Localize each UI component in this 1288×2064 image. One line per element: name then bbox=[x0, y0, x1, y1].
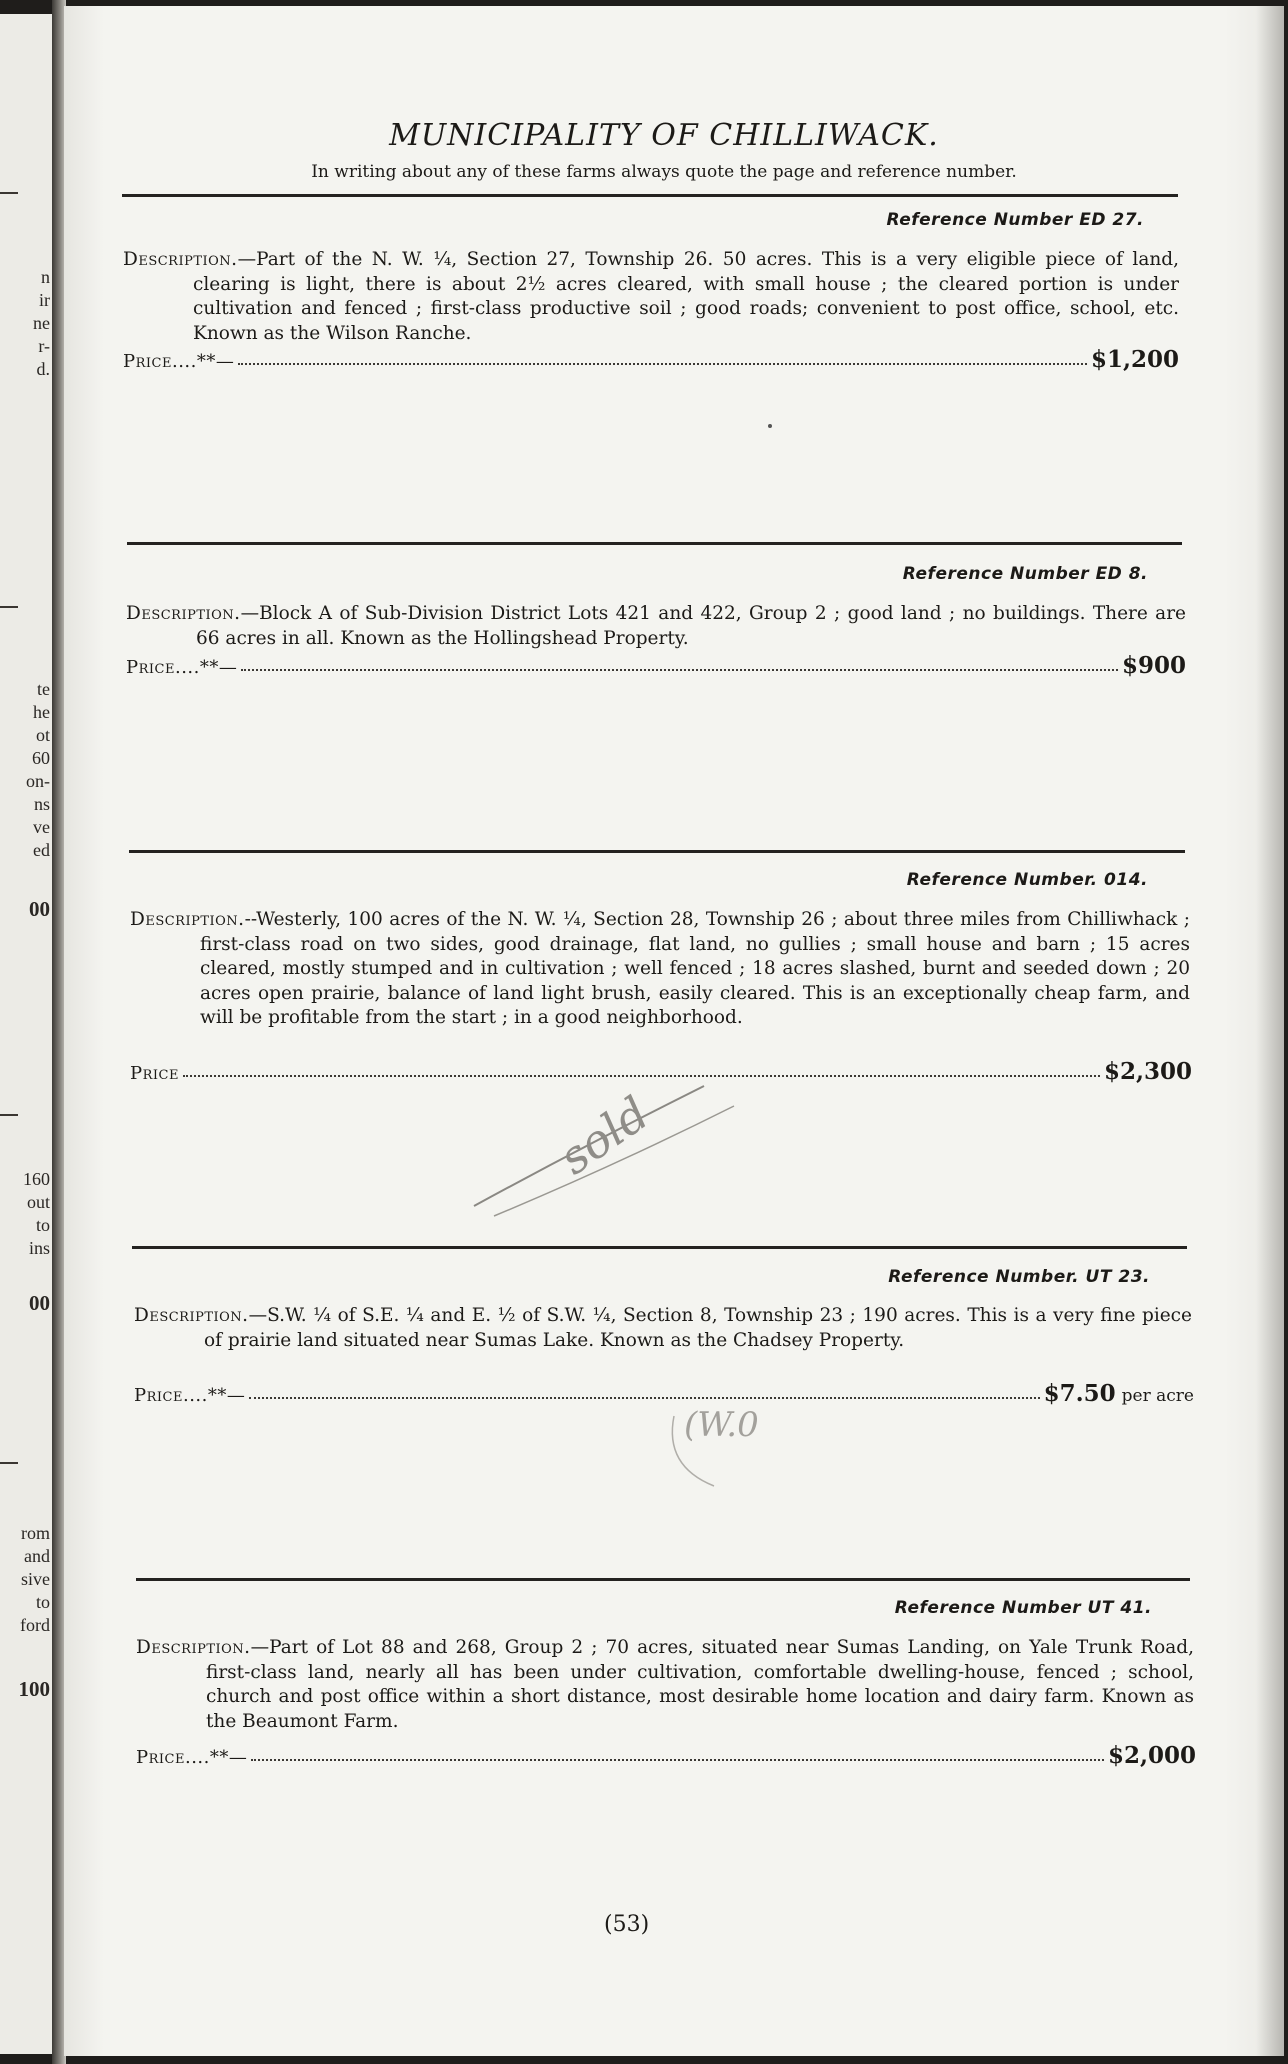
section-rule bbox=[129, 850, 1185, 853]
handwritten-sold-annotation bbox=[464, 1066, 744, 1226]
reference-number: Reference Number ED 27. bbox=[886, 210, 1144, 230]
price-value: $2,300 bbox=[1103, 1058, 1192, 1085]
listing-description bbox=[126, 602, 1186, 651]
description-text: —Block A of Sub-Division District Lots 421 and 422, Group 2 ; good land ; no buildings. There are 66 acres in all. Known as the Hollingshead Property. bbox=[196, 603, 1186, 649]
listing-description bbox=[123, 248, 1179, 346]
page-title: MUNICIPALITY OF CHILLIWACK. bbox=[389, 118, 939, 153]
price-label: Price....**— bbox=[136, 1747, 248, 1768]
prev-rule bbox=[0, 192, 18, 194]
prev-text-fragment: rom and sive to ford bbox=[20, 1523, 50, 1635]
reference-number: Reference Number UT 41. bbox=[894, 1598, 1152, 1618]
price-line bbox=[123, 346, 1179, 374]
price-value: $1,200 bbox=[1090, 346, 1179, 373]
prev-price-fragment: 00 bbox=[29, 897, 50, 921]
description-text: --Westerly, 100 acres of the N. W. ¼, Section 28, Township 26 ; about three miles from Chilliwhack ; first-class road on two sides, good drainage, flat land, no gullies ; small house and barn ; 15 acres cleared, mostly stumped and in cultivation ; well fenced ; 18 acres slashed, burnt and seeded down ; 20 acres open prairie, balance of land light brush, easily cleared. This is an exceptionally cheap farm, and will be profitable from the start ; in a good neighborhood. bbox=[200, 909, 1190, 1028]
description-label: Description. bbox=[123, 249, 238, 270]
listing-description bbox=[130, 908, 1190, 1031]
header-rule bbox=[122, 194, 1178, 197]
description-text: —Part of the N. W. ¼, Section 27, Township 26. 50 acres. This is a very eligible piece of land, clearing is light, there is about 2½ acres cleared, with small house ; the cleared portion is under cultivation and fenced ; first-class productive soil ; good roads; convenient to post office, school, etc. Known as the Wilson Ranche. bbox=[193, 249, 1179, 344]
prev-price-fragment: 00 bbox=[29, 1291, 50, 1315]
description-text: —S.W. ¼ of S.E. ¼ and E. ½ of S.W. ¼, Section 8, Township 23 ; 190 acres. This is a very fine piece of prairie land situated near Sumas Lake. Known as the Chadsey Property. bbox=[204, 1305, 1192, 1351]
listing-description bbox=[136, 1636, 1194, 1734]
price-label: Price bbox=[130, 1063, 179, 1084]
section-rule bbox=[136, 1578, 1190, 1581]
handwriting-text: sold bbox=[549, 1086, 659, 1186]
description-label: Description. bbox=[134, 1305, 249, 1326]
ink-speck bbox=[768, 424, 772, 428]
description-label: Description. bbox=[130, 909, 245, 930]
leader-dots bbox=[251, 1758, 1104, 1761]
handwritten-pencil-annotation bbox=[624, 1376, 824, 1496]
prev-price-fragment: 100 bbox=[18, 1677, 50, 1701]
price-unit: per acre bbox=[1121, 1386, 1194, 1406]
section-rule bbox=[127, 542, 1182, 545]
price-label: Price....**— bbox=[134, 1385, 246, 1406]
page-edge-shadow bbox=[1256, 6, 1284, 2056]
description-text: —Part of Lot 88 and 268, Group 2 ; 70 acres, situated near Sumas Landing, on Yale Trunk Road, first-class land, nearly all has been under cultivation, comfortable dwelling-house, fenced ; school, church and post office within a short distance, most desirable home location and dairy farm. Known as the Beaumont Farm. bbox=[206, 1637, 1194, 1732]
price-value: $900 bbox=[1121, 652, 1186, 679]
prev-text-fragment: te he ot 60 on- ns ve ed bbox=[26, 679, 50, 860]
price-value: $2,000 bbox=[1107, 1742, 1196, 1769]
reference-number: Reference Number. 014. bbox=[906, 870, 1148, 890]
page-number: (53) bbox=[604, 1912, 650, 1937]
price-line bbox=[136, 1742, 1196, 1770]
price-label: Price....**— bbox=[126, 657, 238, 678]
prev-rule bbox=[0, 1114, 18, 1116]
prev-rule bbox=[0, 606, 18, 608]
description-label: Description. bbox=[136, 1637, 251, 1658]
leader-dots bbox=[241, 668, 1118, 671]
book-page bbox=[64, 6, 1284, 2056]
price-value: $7.50 bbox=[1043, 1380, 1116, 1407]
page-subtitle-note: In writing about any of these farms always quote the page and reference number. bbox=[311, 162, 1017, 182]
reference-number: Reference Number. UT 23. bbox=[888, 1267, 1150, 1287]
handwriting-text: (W.0 bbox=[684, 1405, 759, 1445]
description-label: Description. bbox=[126, 603, 241, 624]
prev-text-fragment: n ir ne r- d. bbox=[33, 267, 50, 379]
listing-description bbox=[134, 1304, 1192, 1353]
price-line bbox=[126, 652, 1186, 680]
leader-dots bbox=[238, 362, 1087, 365]
section-rule bbox=[132, 1246, 1187, 1249]
reference-number: Reference Number ED 8. bbox=[902, 564, 1148, 584]
prev-rule bbox=[0, 1462, 18, 1464]
previous-page-edge bbox=[0, 14, 52, 2054]
price-label: Price....**— bbox=[123, 351, 235, 372]
prev-text-fragment: 160 out to ins bbox=[23, 1169, 50, 1258]
